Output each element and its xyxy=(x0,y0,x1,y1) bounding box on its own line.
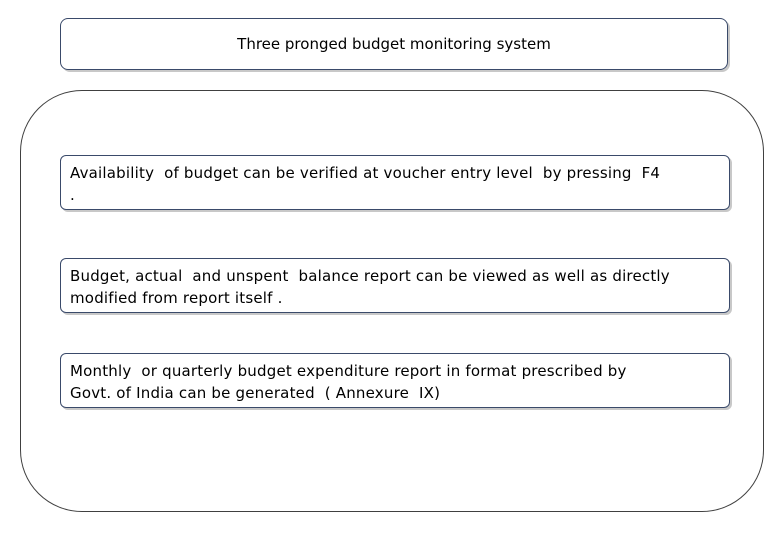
item-box-expenditure-report xyxy=(60,353,730,408)
item-text-report-view: Budget, actual and unspent balance report can be viewed as well as directly modified from report itself . xyxy=(70,267,670,307)
item-text-expenditure-report: Monthly or quarterly budget expenditure report in format prescribed by Govt. of India can be generated ( Annexure IX) xyxy=(70,362,627,402)
item-box-verification xyxy=(60,155,730,210)
item-text-verification: Availability of budget can be verified at voucher entry level by pressing F4 . xyxy=(70,164,661,204)
diagram-title-text: Three pronged budget monitoring system xyxy=(237,35,551,53)
item-box-report-view xyxy=(60,258,730,313)
diagram-title xyxy=(60,18,728,70)
